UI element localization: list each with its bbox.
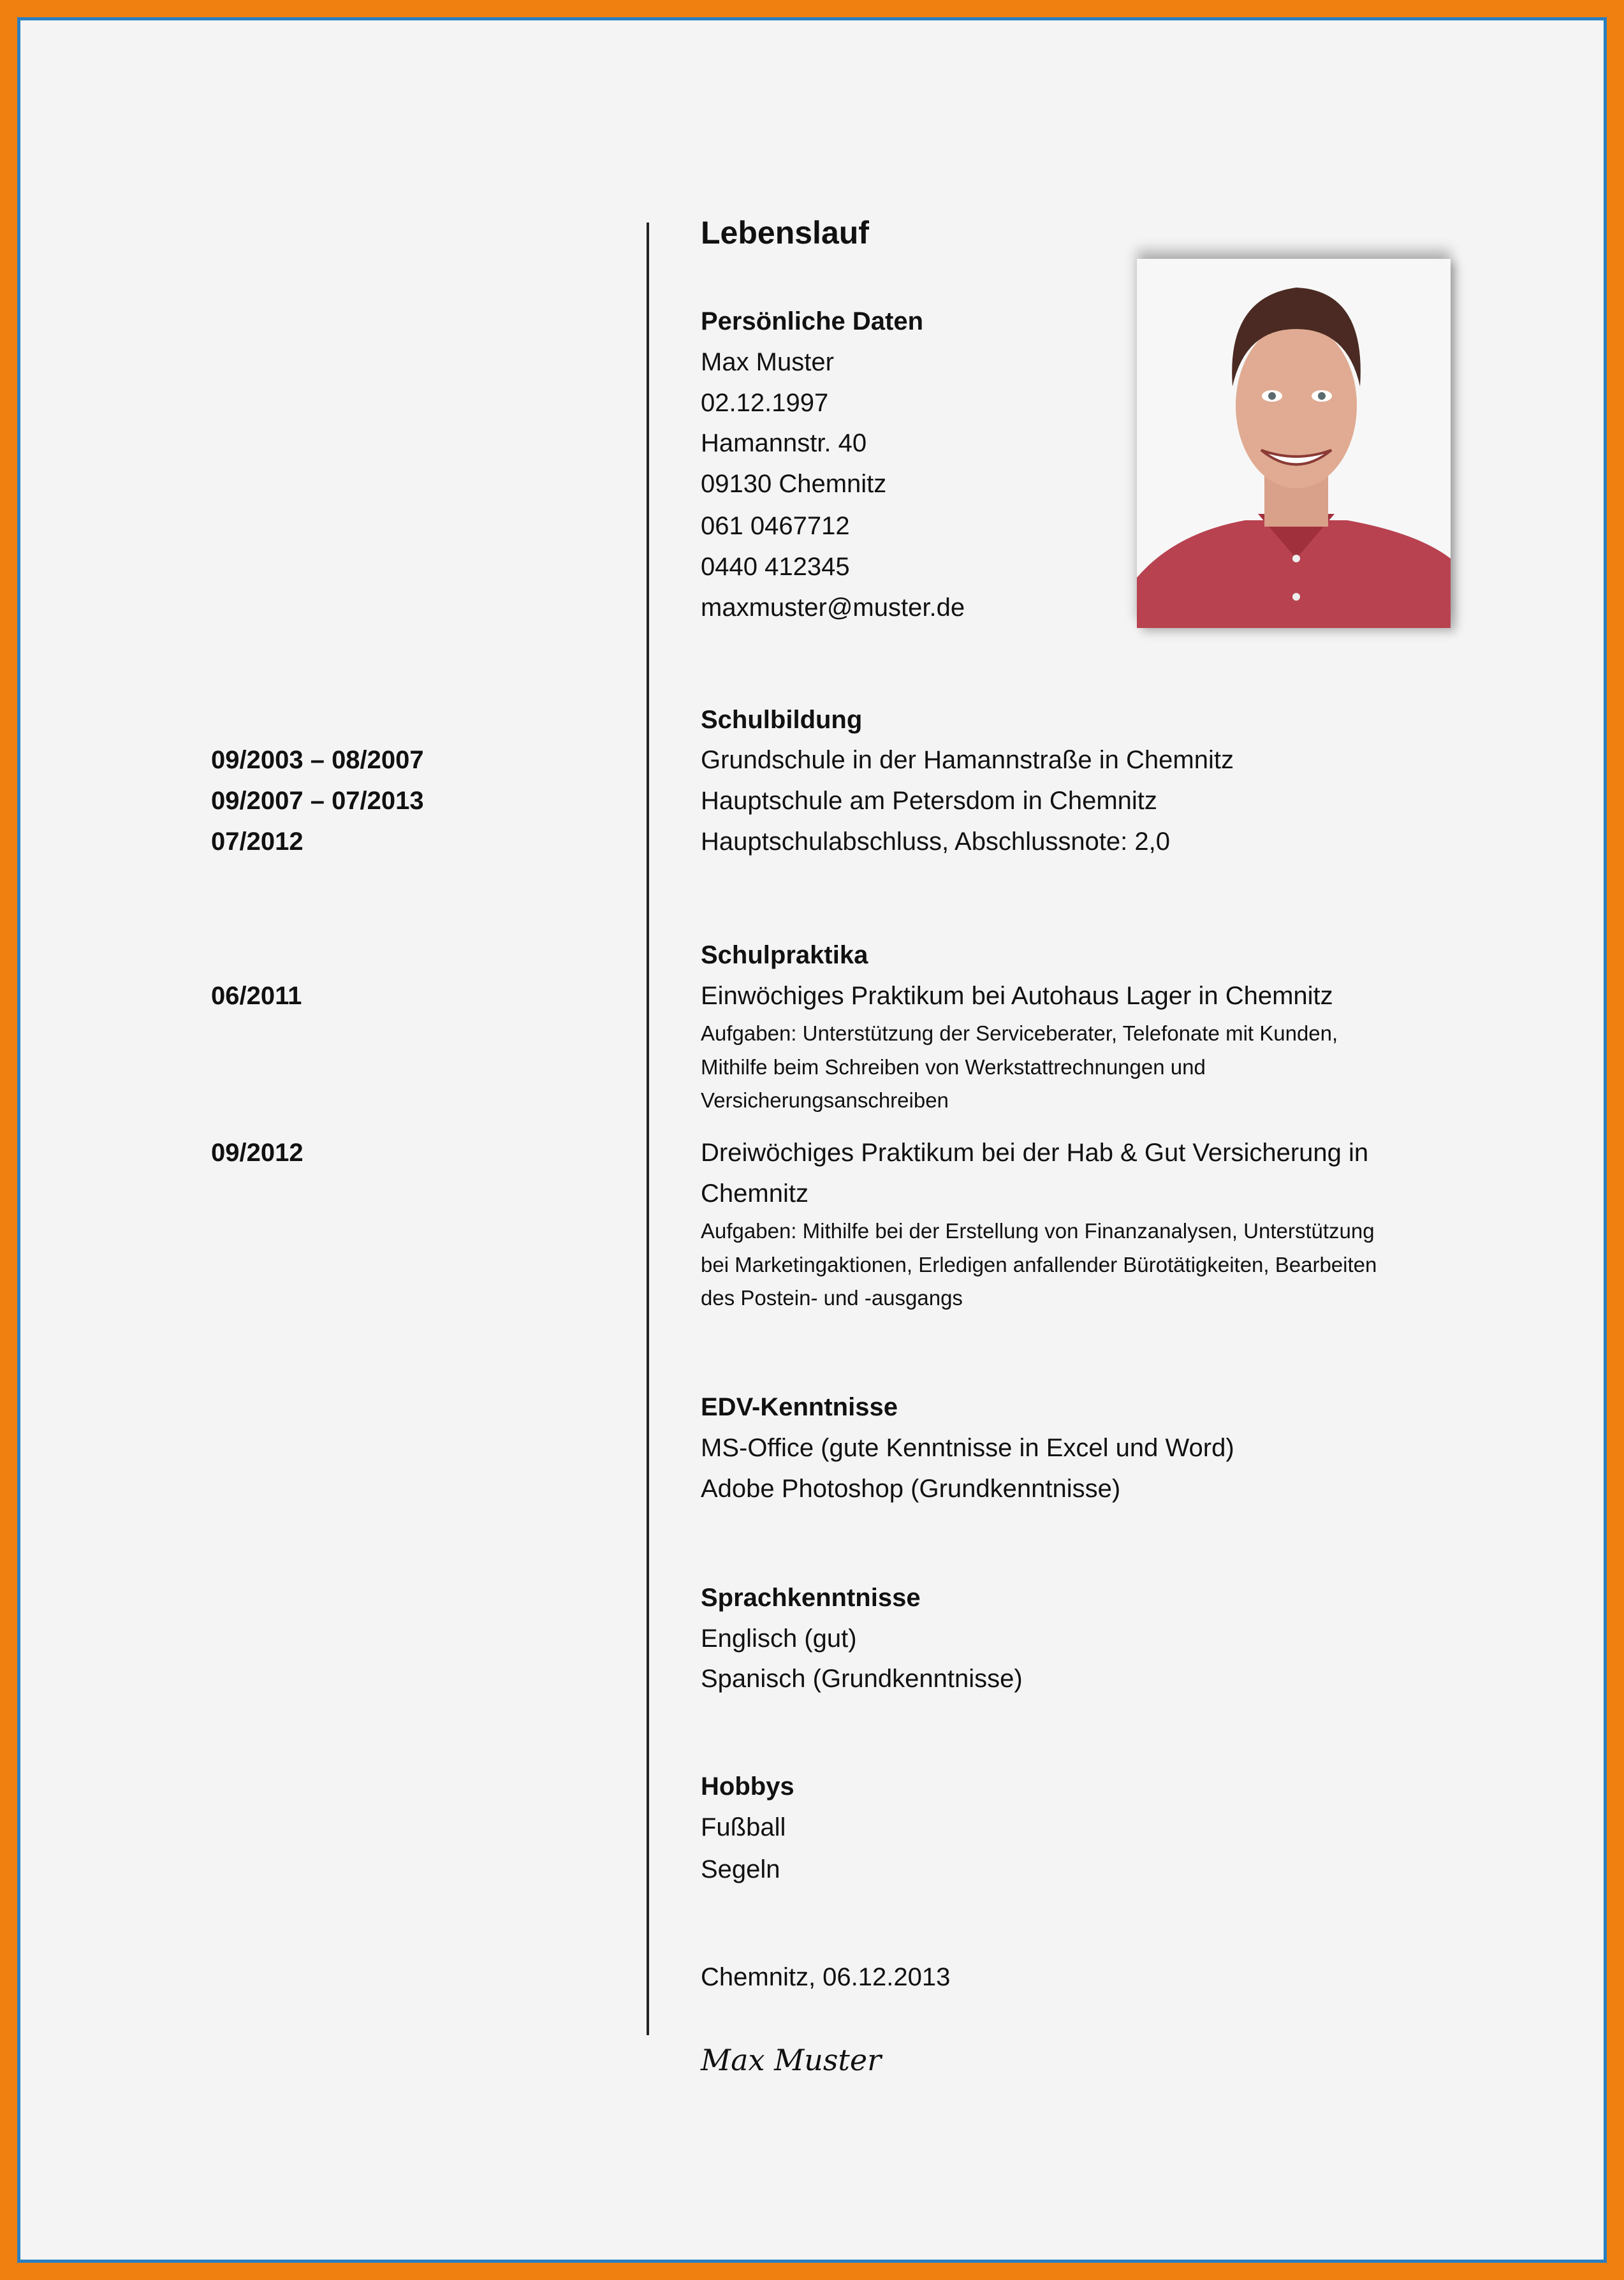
hobby: Fußball <box>701 1813 786 1841</box>
language-skill: Englisch (gut) <box>701 1625 857 1653</box>
internship-detail: Mithilfe beim Schreiben von Werkstattrechnungen und <box>701 1055 1206 1079</box>
language-skill: Spanisch (Grundkenntnisse) <box>701 1665 1023 1693</box>
internship-detail: bei Marketingaktionen, Erledigen anfallender Bürotätigkeiten, Bearbeiten <box>701 1253 1377 1276</box>
school-entry: Grundschule in der Hamannstraße in Chemnitz <box>701 746 1234 774</box>
personal-phone: 061 0467712 <box>701 512 850 540</box>
internship-detail: Versicherungsanschreiben <box>701 1088 949 1112</box>
personal-email: maxmuster@muster.de <box>701 594 965 622</box>
school-entry: Hauptschulabschluss, Abschlussnote: 2,0 <box>701 828 1170 856</box>
internship-detail: Aufgaben: Unterstützung der Serviceberater, Telefonate mit Kunden, <box>701 1021 1338 1045</box>
section-heading-it: EDV-Kenntnisse <box>701 1393 898 1421</box>
school-date: 09/2003 – 08/2007 <box>211 746 424 774</box>
section-heading-school: Schulbildung <box>701 706 863 734</box>
it-skill: MS-Office (gute Kenntnisse in Excel und Word) <box>701 1434 1234 1462</box>
it-skill: Adobe Photoshop (Grundkenntnisse) <box>701 1475 1121 1503</box>
section-heading-internships: Schulpraktika <box>701 941 868 969</box>
page-title: Lebenslauf <box>701 215 869 251</box>
section-heading-hobbies: Hobbys <box>701 1772 794 1801</box>
school-entry: Hauptschule am Petersdom in Chemnitz <box>701 787 1157 815</box>
hobby: Segeln <box>701 1855 780 1883</box>
personal-name: Max Muster <box>701 348 834 376</box>
internship-detail: Aufgaben: Mithilfe bei der Erstellung von Finanzanalysen, Unterstützung <box>701 1219 1375 1243</box>
internship-title: Einwöchiges Praktikum bei Autohaus Lager in Chemnitz <box>701 982 1333 1010</box>
internship-title: Dreiwöchiges Praktikum bei der Hab & Gut Versicherung in <box>701 1139 1369 1167</box>
school-date: 07/2012 <box>211 828 304 856</box>
signature: Max Muster <box>701 2043 882 2077</box>
internship-detail: des Postein- und -ausgangs <box>701 1286 963 1310</box>
internship-title: Chemnitz <box>701 1180 808 1208</box>
section-heading-languages: Sprachkenntnisse <box>701 1584 921 1612</box>
place-date: Chemnitz, 06.12.2013 <box>701 1963 951 1991</box>
internship-date: 09/2012 <box>211 1139 304 1167</box>
internship-date: 06/2011 <box>211 982 302 1010</box>
profile-photo <box>1137 259 1451 628</box>
personal-street: Hamannstr. 40 <box>701 429 867 457</box>
school-date: 09/2007 – 07/2013 <box>211 787 424 815</box>
personal-birthdate: 02.12.1997 <box>701 389 829 417</box>
section-heading-personal: Persönliche Daten <box>701 307 924 335</box>
personal-city: 09130 Chemnitz <box>701 470 887 498</box>
personal-mobile: 0440 412345 <box>701 553 850 581</box>
vertical-divider <box>647 223 649 2035</box>
